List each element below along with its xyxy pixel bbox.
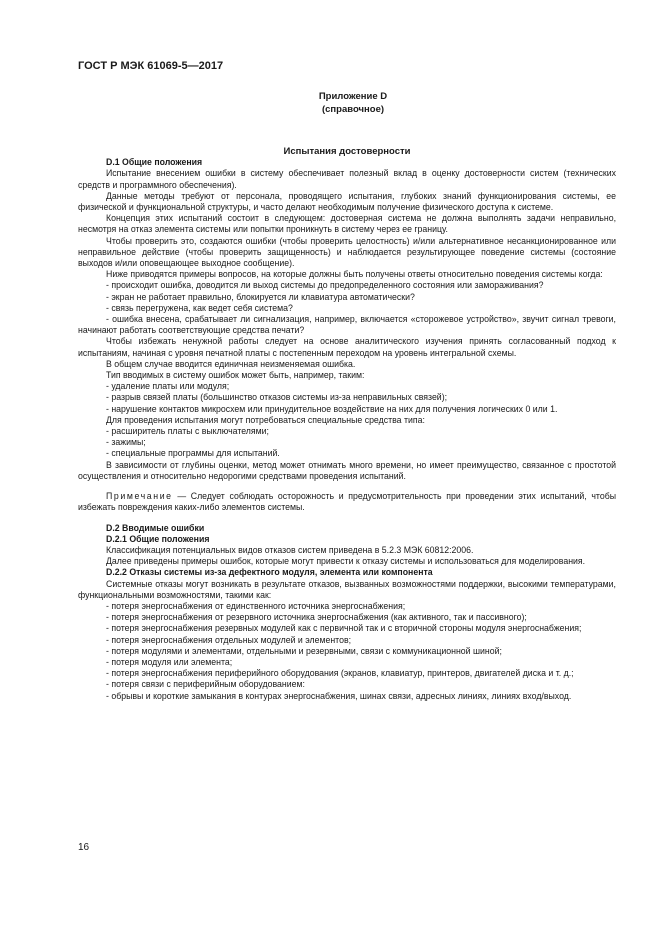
paragraph: Концепция этих испытаний состоит в следующем: достоверная система не должна выполнять задачи неправильно, несмотря на отказ элемента системы или попытки проникнуть в систему через ее границу.: [78, 213, 616, 235]
list-item: - ошибка внесена, срабатывает ли сигнализация, например, включается «сторожевое устройство», звучит сигнал тревоги, начинают работать соответствующие средства печати?: [78, 314, 616, 336]
paragraph: Чтобы проверить это, создаются ошибки (чтобы проверить целостность) и/или альтернативное несанкционированное или неправильное действие (чтобы проверить защищенность) и наблюдается результирующее поведение системы (состояние выходов и/или оповещающее выходное сообщение).: [78, 235, 616, 269]
paragraph: Тип вводимых в систему ошибок может быть, например, таким:: [106, 370, 365, 381]
list-item: - связь перегружена, как ведет себя система?: [106, 302, 293, 313]
list-item: - потеря энергоснабжения от единственного источника энергоснабжения;: [106, 600, 406, 611]
document-body: [78, 146, 616, 702]
list-item: - разрыв связей платы (большинство отказов системы из-за неправильных связей);: [106, 392, 448, 403]
list-item: - потеря связи с периферийным оборудованием:: [106, 679, 305, 690]
paragraph: В зависимости от глубины оценки, метод может отнимать много времени, но имеет преимущество, связанное с простотой осуществления и относительно недорогими средствами проведения испытаний.: [78, 459, 616, 481]
note: [78, 491, 616, 513]
list-item: - потеря модуля или элемента;: [106, 656, 233, 667]
paragraph: Чтобы избежать ненужной работы следует на основе аналитического изучения принять согласованный подход к испытаниям, начиная с уровня печатной платы с постепенным переходом на уровень интегральной схемы.: [78, 336, 616, 358]
note-label: Примечание: [106, 491, 173, 502]
list-item: - потеря энергоснабжения резервных модулей как с первичной так и с вторичной стороны модуля энергоснабжения;: [106, 623, 582, 634]
paragraph: Ниже приводятся примеры вопросов, на которые должны быть получены ответы относительно поведения системы когда:: [106, 269, 603, 280]
heading-d22: D.2.2 Отказы системы из-за дефектного модуля, элемента или компонента: [106, 567, 433, 578]
list-item: - расширитель платы с выключателями;: [106, 426, 269, 437]
list-item: - экран не работает правильно, блокируется ли клавиатура автоматически?: [106, 291, 415, 302]
annex-subtitle: (справочное): [321, 104, 385, 115]
heading-d1: D.1 Общие положения: [106, 157, 203, 168]
list-item: - обрывы и короткие замыкания в контурах энергоснабжения, шинах связи, адресных линиях, линиях вход/выход.: [106, 690, 572, 701]
document-header: ГОСТ Р МЭК 61069-5—2017: [78, 60, 224, 72]
paragraph: Данные методы требуют от персонала, проводящего испытания, глубоких знаний функционирования системы, ее физической и функциональной структуры, и часто делают необходимым получение физического доступа к системе.: [78, 190, 616, 213]
note-text: — Следует соблюдать осторожность и предусмотрительность при проведении этих испытаний, чтобы избежать повреждения каких-либо элементов системы.: [78, 491, 616, 513]
paragraph: Далее приведены примеры ошибок, которые могут привести к отказу системы и использоваться для моделирования.: [106, 556, 586, 567]
heading-d21: D.2.1 Общие положения: [106, 533, 210, 544]
paragraph: Испытание внесением ошибки в систему обеспечивает полезный вклад в оценку достоверности систем (технических средств и программного обеспечения).: [78, 168, 616, 190]
heading-d2: D.2 Вводимые ошибки: [106, 522, 205, 533]
list-item: - зажимы;: [106, 437, 146, 448]
page-number: 16: [78, 842, 90, 853]
annex-title: Приложение D: [318, 91, 388, 102]
list-item: - удаление платы или модуля;: [106, 381, 230, 392]
list-item: - потеря энергоснабжения периферийного оборудования (экранов, клавиатур, принтеров, двигателей диска и т. д.;: [106, 668, 574, 679]
list-item: - специальные программы для испытаний.: [106, 448, 280, 459]
list-item: - потеря энергоснабжения от резервного источника энергоснабжения (как активного, так и пассивного);: [106, 612, 527, 623]
list-item: - нарушение контактов микросхем или принудительное воздействие на них для получения логических 0 или 1.: [106, 403, 558, 414]
list-item: - потеря модулями и элементами, отдельными и резервными, связи с коммуникационной шиной;: [106, 645, 502, 656]
section-title: Испытания достоверности: [283, 146, 411, 157]
paragraph: Системные отказы могут возникать в результате отказов, вызванных возможностями поддержки, высокими температурами, функциональными возможностями, такими как:: [78, 578, 616, 600]
list-item: - потеря энергоснабжения отдельных модулей и элементов;: [106, 634, 352, 645]
paragraph: Классификация потенциальных видов отказов систем приведена в 5.2.3 МЭК 60812:2006.: [106, 544, 474, 555]
list-item: - происходит ошибка, доводится ли выход системы до предопределенного состояния или замораживания?: [106, 280, 544, 291]
paragraph: В общем случае вводится единичная неизменяемая ошибка.: [106, 358, 356, 369]
paragraph: Для проведения испытания могут потребоваться специальные средства типа:: [106, 414, 425, 425]
